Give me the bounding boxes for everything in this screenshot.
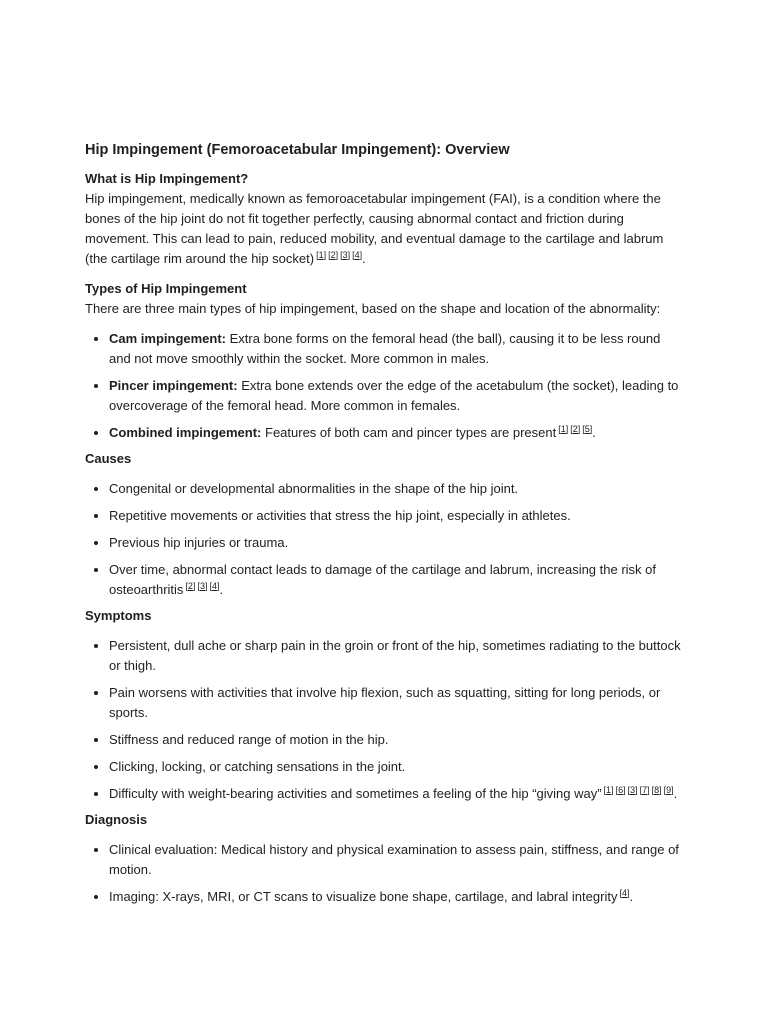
list-item-text: Over time, abnormal contact leads to damage of the cartilage and labrum, increasing the risk of osteoarthritis [109,562,657,597]
list-item: • Over time, abnormal contact leads to damage of the cartilage and labrum, increasing the risk of osteoarthritis [2] [3] [4]. [109,560,685,600]
citations [183,582,219,597]
citation-link[interactable]: [4] [209,580,220,591]
citation-link[interactable]: [8] [651,784,662,795]
section-what [85,169,685,269]
section-heading-causes: Causes [85,451,132,466]
list-item [109,376,685,416]
citation-link[interactable]: [3] [340,249,351,260]
list-item-term: Cam impingement: [109,331,227,346]
citation-link[interactable]: [2] [328,249,339,260]
section-heading-diagnosis: Diagnosis [85,812,148,827]
list-item-term: Combined impingement: [109,425,262,440]
list-item: • Combined impingement: Features of both cam and pincer types are present [1] [2] [5]. [109,423,685,443]
list-item-text: Extra bone forms on the femoral head (the ball), causing it to be less round and not move smoothly within the socket. More common in males. [109,331,661,366]
list-item-text: Difficulty with weight-bearing activities and sometimes a feeling of the hip “giving way” [109,786,602,801]
section-causes [85,449,685,600]
citation-link[interactable]: [2] [185,580,196,591]
citation-link[interactable]: [9] [663,784,674,795]
citation-link[interactable]: [1] [558,423,569,434]
what-text: Hip impingement, medically known as femoroacetabular impingement (FAI), is a condition where the bones of the hip joint do not fit together perfectly, causing abnormal contact and friction during movement. This can lead to pain, reduced mobility, and eventual damage to the cartilage and labrum (the cartilage rim around the hip socket) [85,191,664,266]
list-item-text: Congenital or developmental abnormalities in the shape of the hip joint. [109,481,519,496]
list-item-text: Previous hip injuries or trauma. [109,535,289,550]
citations [314,251,362,266]
section-heading-types: Types of Hip Impingement [85,281,247,296]
list-item: • Imaging: X-rays, MRI, or CT scans to visualize bone shape, cartilage, and labral integrity [4]. [109,887,685,907]
list-item [109,683,685,723]
symptoms-list [85,636,685,804]
section-diagnosis [85,810,685,907]
list-item-term: Pincer impingement: [109,378,238,393]
citation-link[interactable]: [3] [627,784,638,795]
list-item [109,506,685,526]
types-list [85,329,685,443]
list-item-text: Repetitive movements or activities that stress the hip joint, especially in athletes. [109,508,571,523]
citations [556,425,592,440]
section-symptoms [85,606,685,804]
list-item-text: Pain worsens with activities that involve hip flexion, such as squatting, sitting for long periods, or sports. [109,685,661,720]
list-item-text: Extra bone extends over the edge of the acetabulum (the socket), leading to overcoverage of the femoral head. More common in females. [109,378,679,413]
citation-link[interactable]: [1] [603,784,614,795]
citation-link[interactable]: [4] [619,887,630,898]
diagnosis-list [85,840,685,907]
list-item [109,730,685,750]
section-heading-symptoms: Symptoms [85,608,152,623]
list-item [109,757,685,777]
list-item [109,479,685,499]
types-intro: There are three main types of hip impingement, based on the shape and location of the abnormality: [85,301,661,316]
list-item: • Difficulty with weight-bearing activities and sometimes a feeling of the hip “giving way” [1] [6] [3] [7] [8] [9]. [109,784,685,804]
list-item-text: Clinical evaluation: Medical history and physical examination to assess pain, stiffness, and range of motion. [109,842,679,877]
list-item-text: Persistent, dull ache or sharp pain in the groin or front of the hip, sometimes radiating to the buttock or thigh. [109,638,681,673]
list-item-text: Imaging: X-rays, MRI, or CT scans to visualize bone shape, cartilage, and labral integrity [109,889,618,904]
citation-link[interactable]: [5] [582,423,593,434]
citations [617,889,629,904]
citation-link[interactable]: [6] [615,784,626,795]
citation-link[interactable]: [1] [316,249,327,260]
citation-link[interactable]: [3] [197,580,208,591]
list-item-text: Stiffness and reduced range of motion in the hip. [109,732,389,747]
citation-link[interactable]: [7] [639,784,650,795]
list-item [109,533,685,553]
list-item-text: Features of both cam and pincer types are present [261,425,557,440]
causes-list [85,479,685,600]
list-item [109,636,685,676]
list-item-text: Clicking, locking, or catching sensations in the joint. [109,759,406,774]
citation-link[interactable]: [2] [570,423,581,434]
what-paragraph: Hip impingement, medically known as femoroacetabular impingement (FAI), is a condition where the bones of the hip joint do not fit together perfectly, causing abnormal contact and friction during movement. This can lead to pain, reduced mobility, and eventual damage to the cartilage and labrum (the cartilage rim around the hip socket) [1] [2] [3] [4]. [85,191,664,266]
section-heading-what: What is Hip Impingement? [85,171,249,186]
citation-link[interactable]: [4] [352,249,363,260]
list-item [109,329,685,369]
section-types [85,279,685,443]
citations [602,786,674,801]
page-title: Hip Impingement (Femoroacetabular Impingement): Overview [85,142,510,158]
article [85,140,685,913]
list-item [109,840,685,880]
